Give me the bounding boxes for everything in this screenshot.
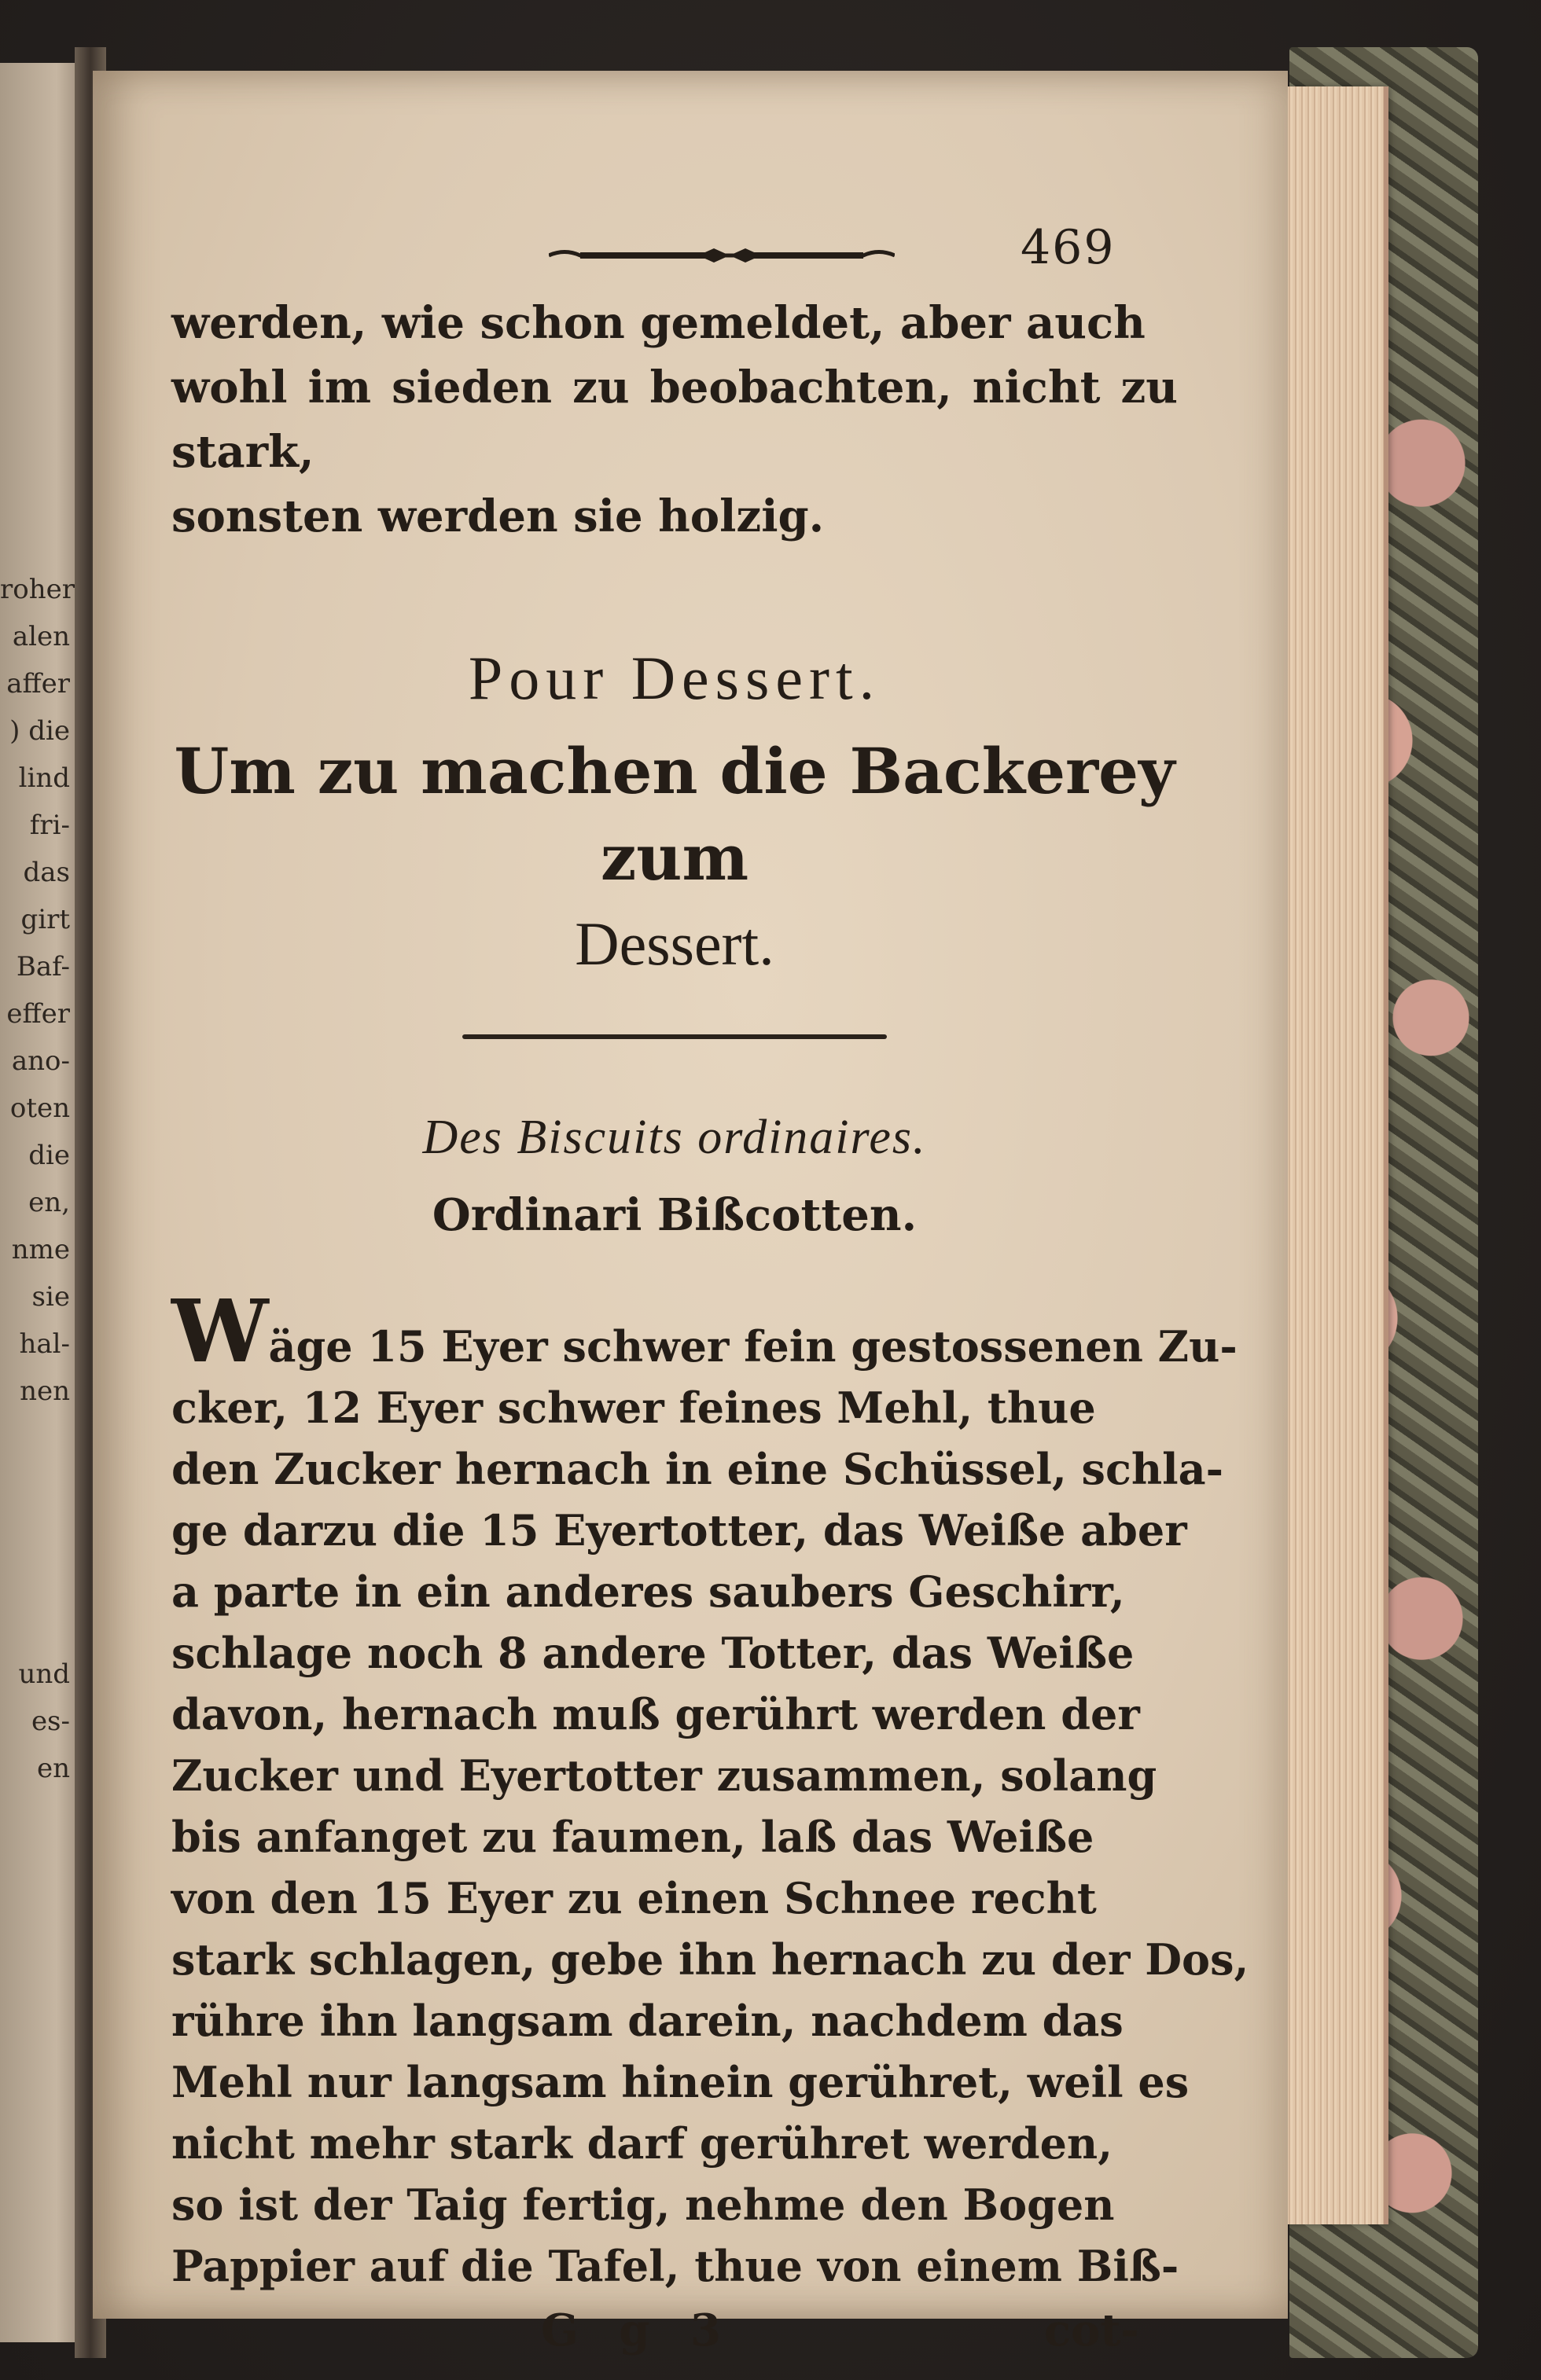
left-page-fragment: girt [20, 904, 70, 935]
catchword: cot- [1044, 2305, 1139, 2356]
left-page-fragment: ) die [9, 715, 70, 747]
intro-line: sonsten werden sie holzig. [171, 490, 825, 542]
body-line: Wäge 15 Eyer schwer fein gestossenen Zu- [171, 1280, 1238, 1382]
subheading-french: Des Biscuits ordinaires. [422, 1111, 927, 1164]
left-page-fragment: hal- [19, 1328, 70, 1360]
body-line: cker, 12 Eyer schwer feines Mehl, thue [171, 1383, 1096, 1433]
left-page-fragment [0, 1415, 70, 1462]
body-line: schlage noch 8 andere Totter, das Weiße [171, 1628, 1135, 1678]
heading-german-line1: Um zu machen die Backerey zum [174, 734, 1175, 894]
left-page-fragment [0, 1556, 70, 1603]
left-page-fragment: nme [11, 1234, 70, 1265]
body-line: a parte in ein anderes saubers Geschirr, [171, 1566, 1125, 1617]
left-page-fragment: ano- [11, 1045, 70, 1077]
left-page-fragment: affer [6, 668, 70, 700]
body-line: rühre ihn langsam darein, nachdem das [171, 1996, 1124, 2046]
right-page [93, 71, 1288, 2356]
intro-line: wohl im sieden zu beobachten, nicht zu stark, [171, 362, 1178, 478]
left-page-fragment: fri- [29, 810, 70, 841]
left-page-fragment: sie [31, 1281, 70, 1313]
heading-german [171, 728, 1178, 987]
page-header [171, 220, 1178, 291]
left-page-fragment: es- [31, 1706, 70, 1737]
body-line: davon, hernach muß gerührt werden der [171, 1689, 1140, 1739]
body-line: ge darzu die 15 Eyertotter, das Weiße aber [171, 1505, 1187, 1555]
body-line: von den 15 Eyer zu einen Schnee recht [171, 1873, 1097, 1923]
body-line: nicht mehr stark darf gerühret werden, [171, 2118, 1113, 2169]
left-page-fragment: roher [0, 574, 75, 605]
body-line: Mehl nur langsam hinein gerühret, weil es [171, 2057, 1190, 2107]
heading-german-line2: Dessert. [575, 909, 774, 978]
body-line: den Zucker hernach in eine Schüssel, schla- [171, 1444, 1224, 1494]
body-line: Pappier auf die Tafel, thue von einem Biß- [171, 2241, 1179, 2291]
page-footer [171, 2305, 1178, 2367]
page-edges [1274, 86, 1388, 2224]
divider-rule [462, 1034, 887, 1039]
signature-mark: G g 3 [541, 2305, 734, 2356]
subheading-german: Ordinari Bißcotten. [432, 1189, 918, 1241]
left-page-fragment: Baf- [16, 951, 70, 982]
body-line: so ist der Taig fertig, nehme den Bogen [171, 2180, 1115, 2230]
body-line: bis anfanget zu faumen, laß das Weiße [171, 1812, 1094, 1862]
left-page-fragment: lind [18, 762, 70, 794]
left-page-fragment: effer [6, 998, 70, 1030]
page-text [171, 220, 1249, 2367]
heading-french: Pour Dessert. [468, 644, 881, 712]
left-page-fragment [0, 1509, 70, 1556]
page-number: 469 [1021, 220, 1116, 275]
left-page-fragment [0, 1462, 70, 1509]
left-page-fragment: en, [28, 1187, 70, 1218]
left-page-fragment: alen [12, 621, 70, 652]
left-page-fragment: oten [9, 1093, 70, 1124]
recipe-body [171, 1280, 1249, 2297]
left-page-fragment: nen [20, 1375, 70, 1407]
left-page-fragment: die [28, 1140, 70, 1171]
intro-line: werden, wie schon gemeldet, aber auch [171, 297, 1146, 349]
ornament-icon [549, 247, 895, 264]
left-page-fragment: en [36, 1753, 70, 1784]
left-page-fragment [0, 1603, 70, 1651]
body-line: stark schlagen, gebe ihn hernach zu der Dos, [171, 1934, 1249, 1985]
left-page-fragment: und [18, 1658, 70, 1690]
body-line: Zucker und Eyertotter zusammen, solang [171, 1750, 1157, 1801]
left-page-fragment: das [23, 857, 70, 888]
intro-paragraph [171, 291, 1178, 549]
left-page-fragments [0, 566, 75, 1792]
